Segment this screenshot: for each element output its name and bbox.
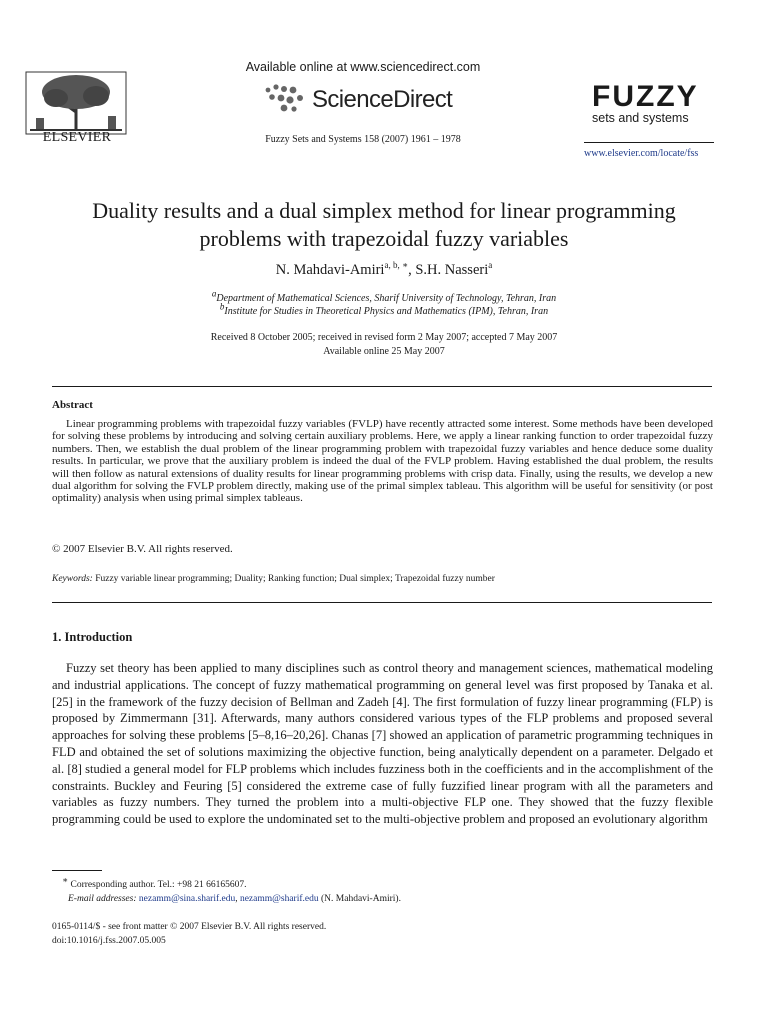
affiliation-a — [30, 288, 738, 304]
footnote-mark: ∗ — [62, 875, 69, 885]
abstract-bottom-rule — [52, 602, 712, 603]
author-list — [30, 262, 738, 279]
abstract-text: Linear programming problems with trapezoidal fuzzy variables (FVLP) have recently attracted some interest. Some methods have been developed for solving these problems by introducing and solving certain auxiliary problems. Here, we apply a linear ranking function to order trapezoidal fuzzy numbers. Then, we establish the dual problem of the linear programming problem with trapezoidal fuzzy variables and hence deduce some duality results. In particular, we prove that the auxiliary problem is indeed the dual of the FVLP problem. Having established the dual problem, the results will then follow as natural extensions of duality results for linear programming problems with crisp data. Finally, using the results, we develop a new dual algorithm for solving the FVLP problem directly, making use of the primal simplex tableau. This algorithm will be useful for sensitivity (or post optimality) analysis when using primal simplex tableaus. — [52, 418, 713, 505]
email-link-2[interactable]: nezamm@sharif.edu — [239, 894, 319, 904]
keywords-label: Keywords: — [52, 574, 93, 584]
article-title — [30, 197, 738, 253]
author-1-marks[interactable]: a, b, ∗ — [384, 260, 409, 271]
author-2-marks[interactable]: a — [488, 260, 493, 271]
keywords-list: Fuzzy variable linear programming; Duality; Ranking function; Dual simplex; Trapezoidal fuzzy number — [95, 574, 495, 584]
available-online-banner[interactable]: Available online at www.sciencedirect.com — [245, 60, 481, 74]
email-owner: (N. Mahdavi-Amiri). — [318, 894, 401, 904]
sciencedirect-logo[interactable] — [262, 80, 472, 116]
email-link-1[interactable]: nezamm@sina.sharif.edu — [138, 894, 236, 904]
front-matter-notice: 0165-0114/$ - see front matter © 2007 Elsevier B.V. All rights reserved. — [52, 922, 327, 932]
author-separator: , — [408, 262, 416, 278]
journal-logo-rule — [584, 142, 714, 143]
affiliation-a-text: Department of Mathematical Sciences, Sharif University of Technology, Tehran, Iran — [216, 293, 557, 304]
footnote-corresponding-author — [62, 875, 247, 891]
email-separator: , — [235, 894, 240, 904]
section-heading-introduction: 1. Introduction — [52, 630, 133, 644]
footnote-emails — [68, 894, 401, 904]
journal-logo-subtitle: sets and systems — [592, 111, 689, 125]
affiliation-a-mark: a — [211, 288, 217, 299]
sciencedirect-dots-icon — [262, 80, 308, 116]
received-dates: Received 8 October 2005; received in revised form 2 May 2007; accepted 7 May 2007 — [210, 332, 558, 343]
title-line-1: Duality results and a dual simplex method for linear programming — [92, 198, 676, 223]
abstract-top-rule — [52, 386, 712, 387]
author-2[interactable]: S.H. Nasseri — [415, 262, 489, 278]
affiliation-b — [30, 301, 738, 317]
doi-link[interactable]: doi:10.1016/j.fss.2007.05.005 — [52, 936, 166, 946]
keywords — [52, 574, 495, 584]
journal-citation: Fuzzy Sets and Systems 158 (2007) 1961 – 1978 — [265, 134, 461, 145]
affiliation-b-mark: b — [219, 301, 225, 312]
abstract-copyright: © 2007 Elsevier B.V. All rights reserved. — [52, 543, 233, 555]
publisher-name: ELSEVIER — [42, 130, 112, 145]
title-line-2: problems with trapezoidal fuzzy variables — [199, 226, 569, 251]
journal-url-link[interactable]: www.elsevier.com/locate/fss — [584, 148, 699, 159]
introduction-text: Fuzzy set theory has been applied to many disciplines such as control theory and management sciences, mathematical modeling and industrial applications. The concept of fuzzy mathematical programming on general level was first proposed by Tanaka et al. [25] in the framework of the fuzzy decision of Bellman and Zadeh [4]. The first formulation of fuzzy linear programming (FLP) is proposed by Zimmermann [31]. Afterwards, many authors considered various types of the FLP problems and proposed several approaches for solving these problems [5–8,16–20,26]. Chanas [7] showed an application of parametric programming techniques in FLD and obtained the set of solutions maximizing the objective function, being analytically dependent on a parameter. Delgado et al. [8] studied a general model for FLP problems which includes fuzziness both in the coefficients and in the accomplishment of the constraints. Buckley and Feuring [5] considered the extreme case of fully fuzzified linear program with all the parameters and variables as fuzzy numbers. They turned the problem into a multi-objective FLP one. They showed that the fuzzy flexible programming could be used to explore the undominated set to the multi-objective problem and proposed an evolutionary algorithm — [52, 661, 713, 827]
abstract-heading: Abstract — [52, 399, 93, 411]
affiliation-b-text: Institute for Studies in Theoretical Physics and Mathematics (IPM), Tehran, Iran — [224, 306, 549, 317]
available-online-date: Available online 25 May 2007 — [323, 346, 445, 357]
footnote-rule — [52, 870, 102, 871]
footnote-author-text: Corresponding author. Tel.: +98 21 66165607. — [70, 880, 247, 891]
author-1[interactable]: N. Mahdavi-Amiri — [275, 262, 385, 278]
email-label: E-mail addresses: — [68, 894, 137, 904]
sciencedirect-wordmark: ScienceDirect — [312, 86, 453, 113]
journal-logo-fuzzy: FUZZY — [592, 80, 699, 113]
